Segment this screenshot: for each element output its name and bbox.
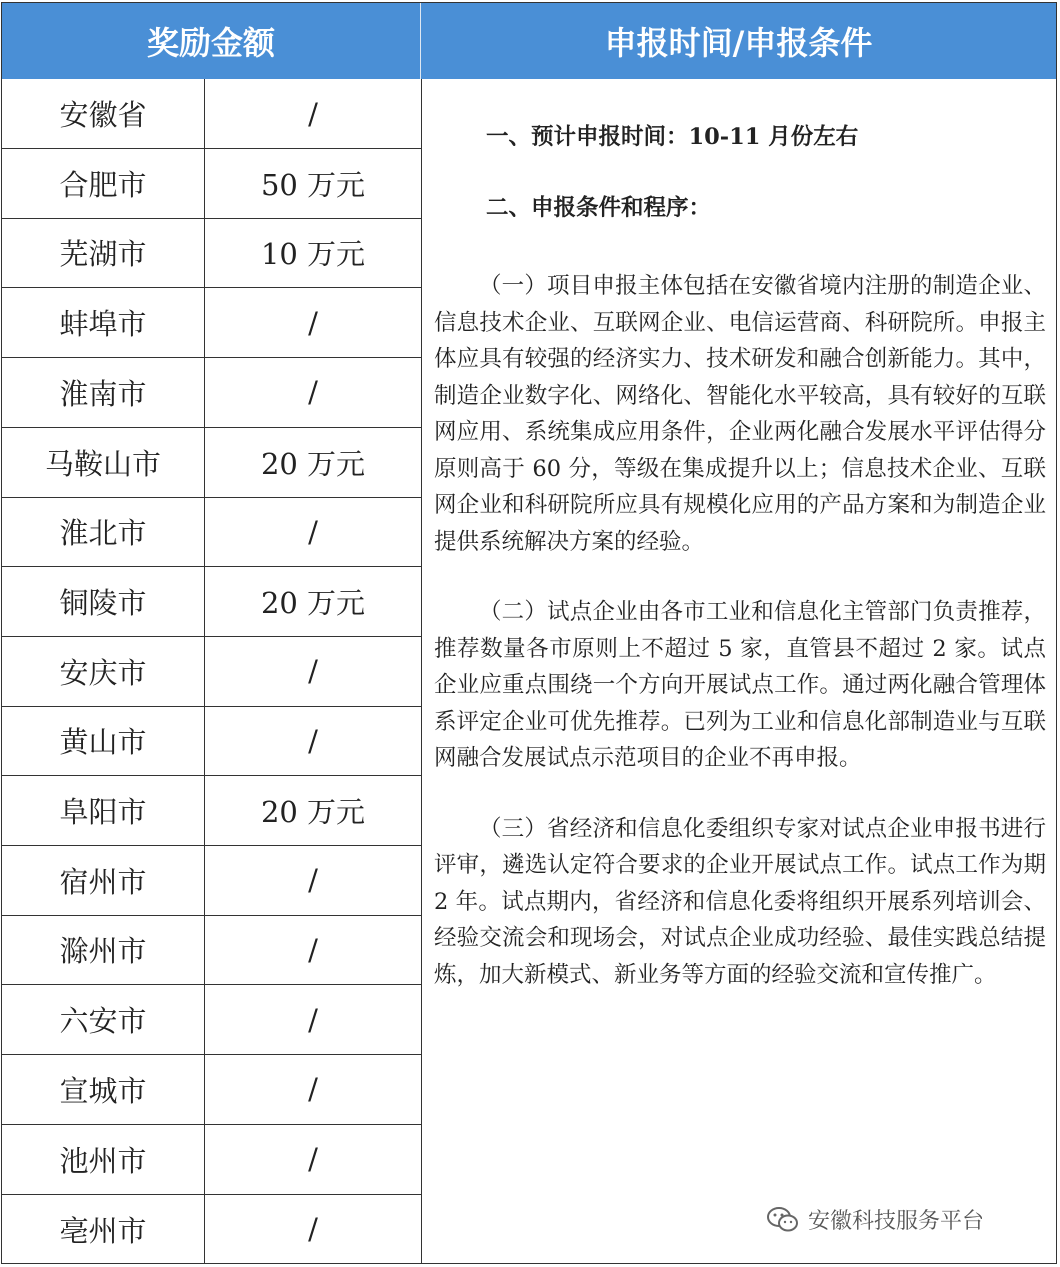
amount-cell: / [308, 863, 318, 898]
region-cell: 铜陵市 [2, 567, 205, 636]
table-row [2, 1125, 421, 1195]
header-application-conditions: 申报时间/申报条件 [421, 3, 1056, 79]
table-row [2, 1055, 421, 1125]
region-cell: 亳州市 [2, 1194, 205, 1264]
amount-cell: 20 万元 [260, 446, 366, 481]
amount-cell: / [308, 96, 318, 131]
paragraph-applicant-scope: （一）项目申报主体包括在安徽省境内注册的制造企业、信息技术企业、互联网企业、电信运营商、科研院所。申报主体应具有较强的经济实力、技术研发和融合创新能力。其中，制造企业数字化、网络化、智能化水平较高，具有较好的互联网应用、系统集成应用条件，企业两化融合发展水平评估得分原则高于 60 分，等级在集成提升以上；信息技术企业、互联网企业和科研院所应具有规模化应用的产品方案和为制造企业提供系统解决方案的经验。 [434, 273, 1046, 555]
amount-cell: / [308, 723, 318, 758]
region-cell: 合肥市 [2, 149, 205, 218]
watermark [766, 1204, 984, 1235]
table-row [2, 567, 421, 637]
region-cell: 黄山市 [2, 706, 205, 775]
heading-application-time: 一、预计申报时间：10-11 月份左右 [486, 124, 859, 150]
table-row [2, 497, 421, 567]
region-cell: 安庆市 [2, 637, 205, 706]
region-cell: 芜湖市 [2, 218, 205, 287]
table-row [2, 288, 421, 358]
document-table [1, 2, 1057, 1264]
amount-cell: / [308, 1002, 318, 1037]
amount-cell: 20 万元 [260, 795, 366, 829]
region-cell: 宿州市 [2, 846, 205, 915]
amount-cell: 20 万元 [260, 585, 366, 620]
column-divider [421, 79, 422, 1263]
table-row [2, 706, 421, 776]
table-row [2, 218, 421, 288]
region-cell: 滁州市 [2, 915, 205, 984]
table-row [2, 846, 421, 916]
table-row [2, 985, 421, 1055]
watermark-text: 安徽科技服务平台 [808, 1209, 985, 1234]
table-row [2, 776, 421, 846]
table-row [2, 149, 421, 219]
region-cell: 阜阳市 [2, 776, 205, 845]
table-row [2, 637, 421, 707]
amount-cell: / [308, 375, 318, 410]
region-cell: 淮南市 [2, 358, 205, 427]
region-cell: 淮北市 [2, 497, 205, 566]
amount-cell: / [308, 1072, 318, 1107]
amount-cell: / [308, 1212, 318, 1247]
header-reward-amount: 奖励金额 [2, 3, 421, 79]
table-row [2, 428, 421, 498]
wechat-icon [766, 1206, 800, 1234]
region-cell: 安徽省 [2, 79, 205, 148]
amount-cell: / [308, 305, 318, 340]
table-row [2, 1194, 421, 1264]
region-cell: 六安市 [2, 985, 205, 1054]
reward-table [2, 79, 421, 1263]
table-row [2, 79, 421, 149]
region-cell: 马鞍山市 [2, 428, 205, 497]
heading-application-conditions: 二、申报条件和程序： [486, 194, 712, 221]
amount-cell: 50 万元 [260, 167, 366, 202]
region-cell: 宣城市 [2, 1055, 205, 1124]
application-details [434, 103, 1046, 993]
region-cell: 蚌埠市 [2, 288, 205, 357]
amount-cell: / [308, 1142, 318, 1176]
amount-cell: 10 万元 [260, 237, 366, 272]
amount-cell: / [308, 514, 318, 549]
amount-cell: / [308, 932, 318, 967]
table-row [2, 915, 421, 985]
paragraph-recommendation: （二）试点企业由各市工业和信息化主管部门负责推荐，推荐数量各市原则上不超过 5 家，直管县不超过 2 家。试点企业应重点围绕一个方向开展试点工作。通过两化融合管理体系评定企业可优先推荐。已列为工业和信息化部制造业与互联网融合发展试点示范项目的企业不再申报。 [434, 599, 1046, 771]
table-row [2, 358, 421, 428]
region-cell: 池州市 [2, 1125, 205, 1194]
paragraph-review: （三）省经济和信息化委组织专家对试点企业申报书进行评审，遴选认定符合要求的企业开展试点工作。试点工作为期 2 年。试点期内，省经济和信息化委将组织开展系列培训会、经验交流会和现场会，对试点企业成功经验、最佳实践总结提炼，加大新模式、新业务等方面的经验交流和宣传推广。 [434, 815, 1046, 988]
amount-cell: / [308, 654, 318, 689]
